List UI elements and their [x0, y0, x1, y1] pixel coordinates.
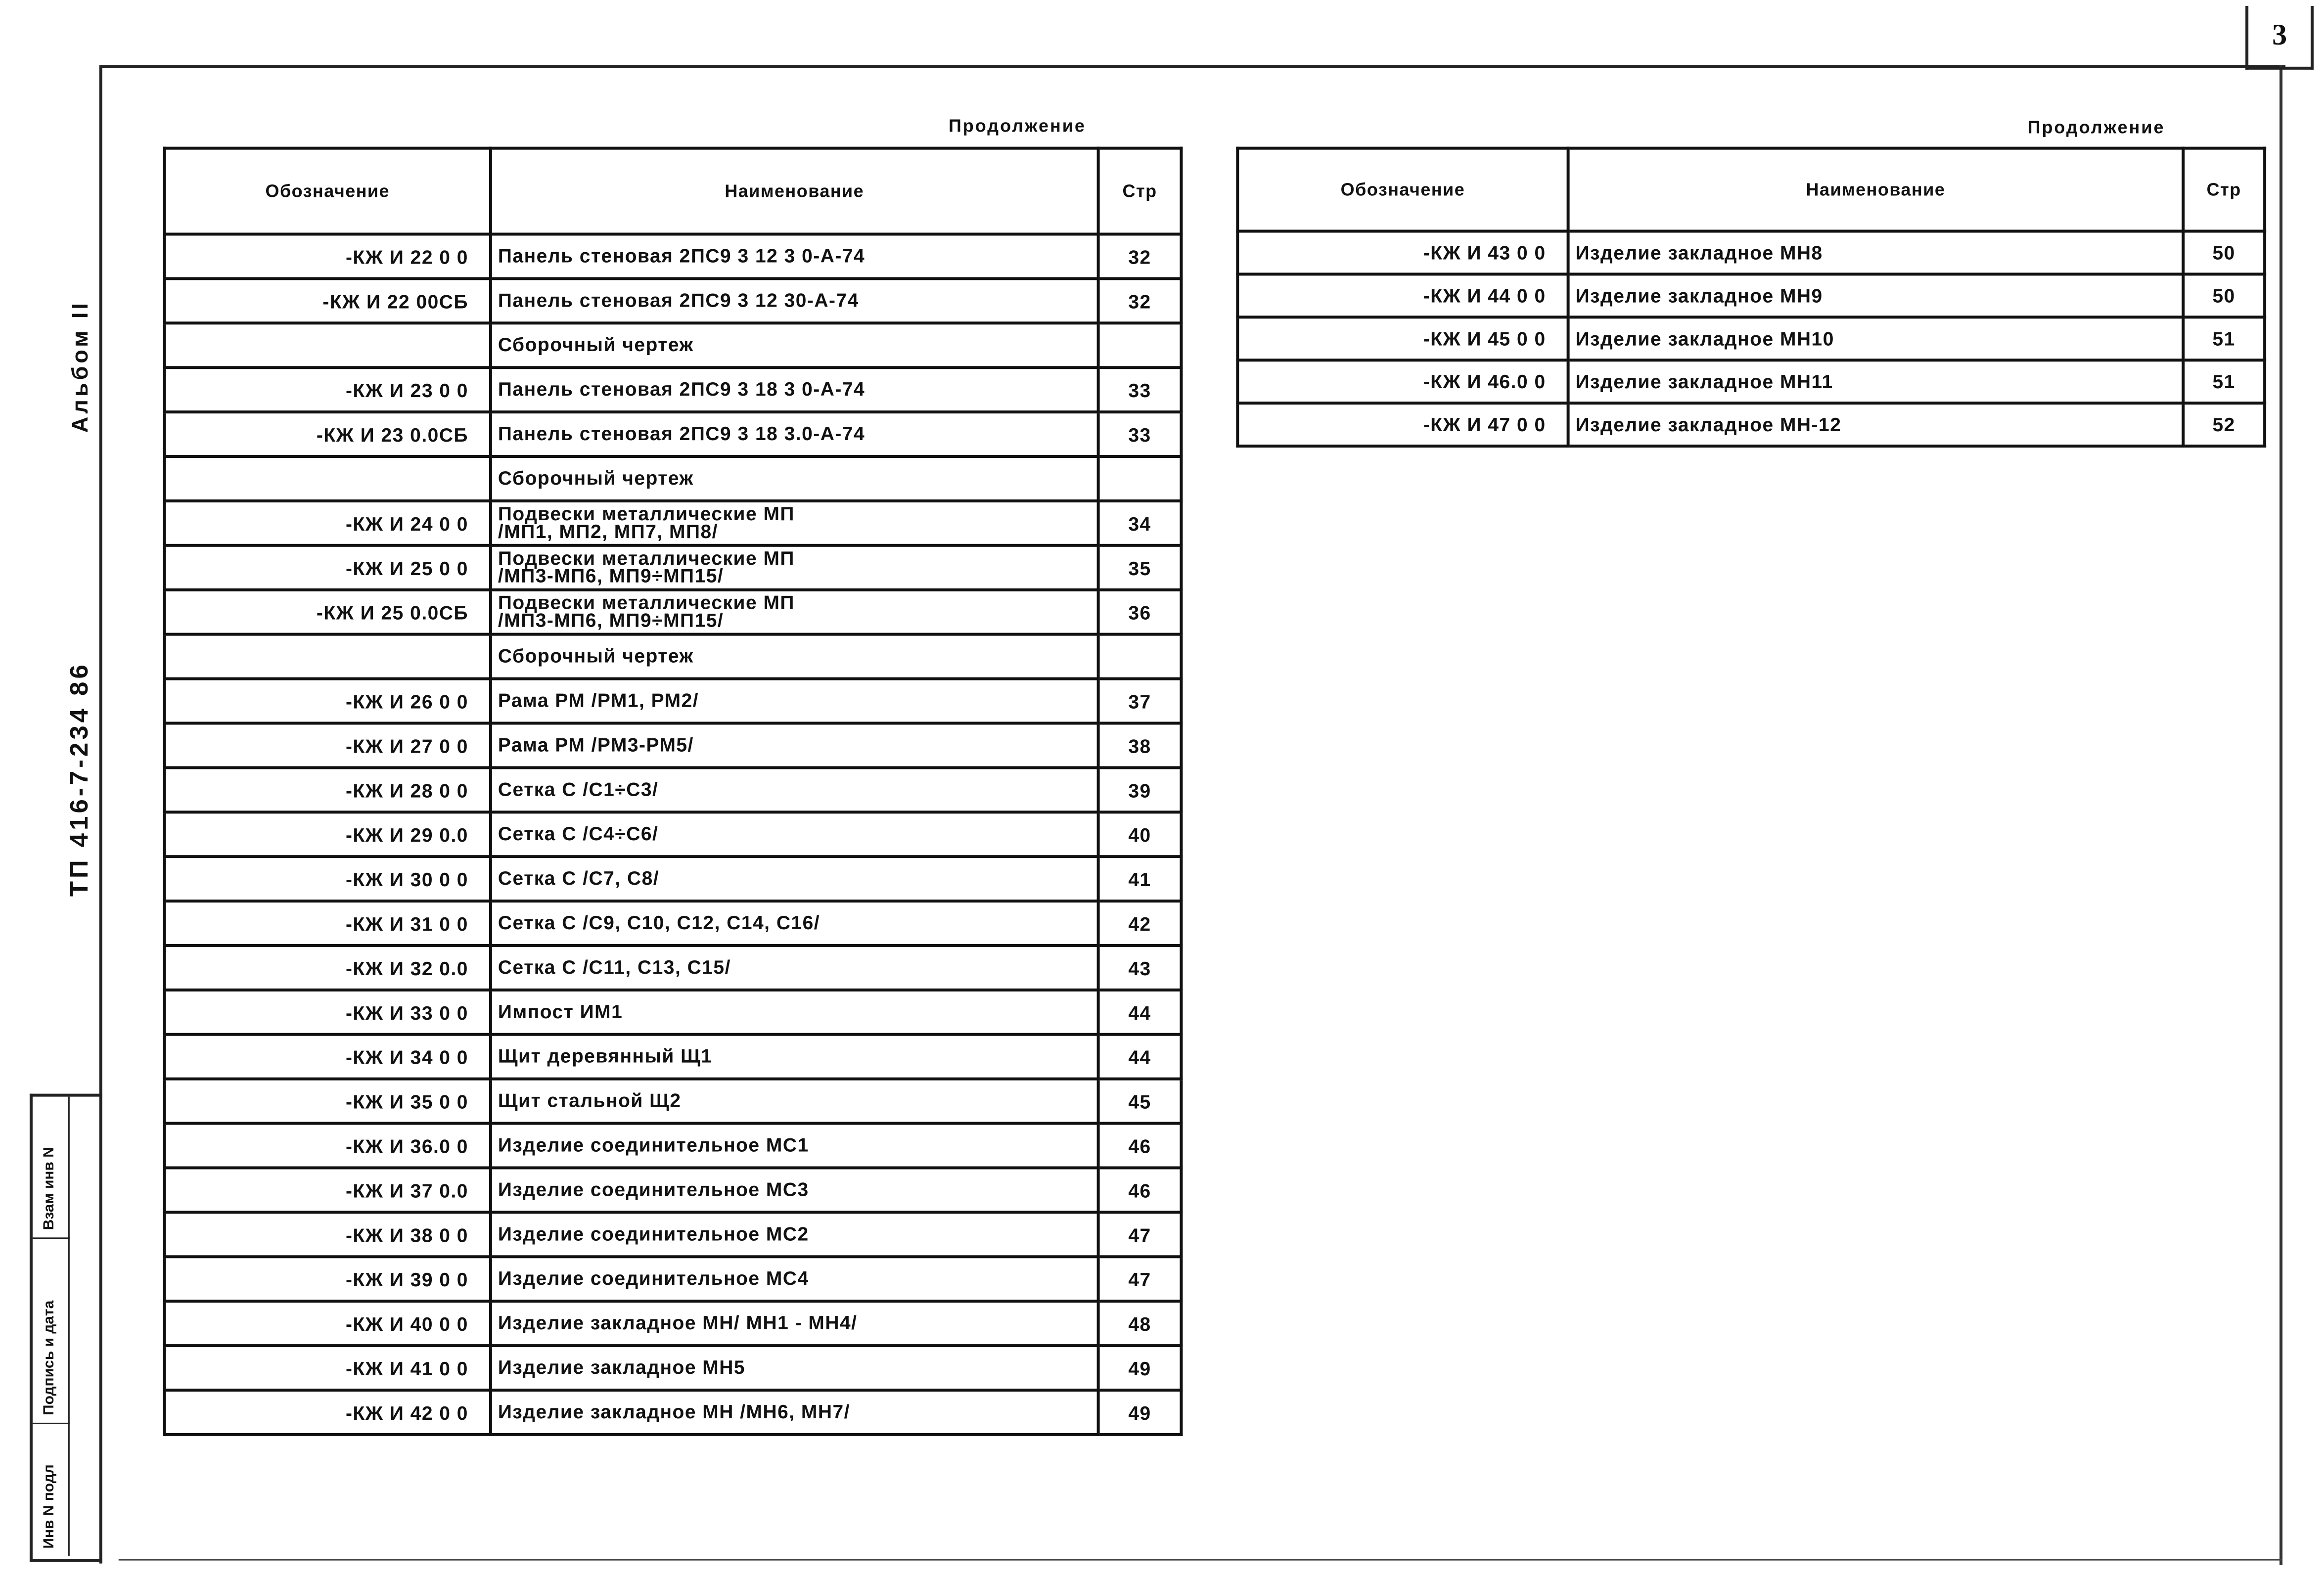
page-cell: 32	[1098, 278, 1182, 323]
frame-top-border	[99, 65, 2285, 68]
name-cell: Изделие закладное МН10	[1568, 317, 2184, 360]
table-row	[165, 1390, 1182, 1435]
header-page: Стр	[2183, 148, 2265, 231]
designation-cell: -КЖ И 30 0 0	[165, 857, 491, 901]
designation-cell: -КЖ И 46.0 0	[1237, 360, 1568, 403]
table-row	[1237, 403, 2265, 446]
name-cell: Сетка С /С9, С10, С12, С14, С16/	[491, 901, 1098, 946]
designation-cell: -КЖ И 43 0 0	[1237, 231, 1568, 274]
designation-cell: -КЖ И 32 0.0	[165, 946, 491, 990]
name-cell: Изделие закладное МН /МН6, МН7/	[491, 1390, 1098, 1435]
designation-cell	[165, 634, 491, 679]
page-cell: 50	[2183, 231, 2265, 274]
album-label: Альбом II	[68, 300, 93, 433]
page-cell: 41	[1098, 857, 1182, 901]
table-row	[165, 412, 1182, 456]
table-row	[165, 367, 1182, 412]
designation-cell: -КЖ И 25 0.0СБ	[165, 590, 491, 634]
table-row	[1237, 360, 2265, 403]
designation-cell: -КЖ И 28 0 0	[165, 767, 491, 812]
name-cell: Сетка С /С7, С8/	[491, 857, 1098, 901]
name-cell: Изделие соединительное МС3	[491, 1168, 1098, 1212]
table-row	[165, 501, 1182, 545]
table-row	[165, 990, 1182, 1035]
name-cell: Щит стальной Щ2	[491, 1079, 1098, 1124]
page-cell: 36	[1098, 590, 1182, 634]
page-cell: 45	[1098, 1079, 1182, 1124]
page-cell: 32	[1098, 234, 1182, 278]
name-cell: Подвески металлические МП /МП1, МП2, МП7, МП8/	[491, 501, 1098, 545]
name-cell: Сетка С /С4÷С6/	[491, 812, 1098, 857]
designation-cell: -КЖ И 22 00СБ	[165, 278, 491, 323]
table-row	[165, 723, 1182, 767]
frame-bottom-border	[119, 1559, 2282, 1561]
right-table-caption: Продолжение	[2027, 117, 2165, 138]
table-row	[165, 278, 1182, 323]
designation-cell: -КЖ И 39 0 0	[165, 1257, 491, 1301]
name-cell: Изделие закладное МН/ МН1 - МН4/	[491, 1301, 1098, 1346]
page-cell: 37	[1098, 679, 1182, 723]
name-cell: Подвески металлические МП /МП3-МП6, МП9÷МП15/	[491, 545, 1098, 590]
page-cell: 50	[2183, 274, 2265, 317]
page-cell: 38	[1098, 723, 1182, 767]
designation-cell: -КЖ И 26 0 0	[165, 679, 491, 723]
stamp-label: Взам инв N	[41, 1147, 58, 1230]
page-cell: 35	[1098, 545, 1182, 590]
designation-cell	[165, 456, 491, 501]
table-row	[165, 679, 1182, 723]
name-cell: Изделие закладное МН-12	[1568, 403, 2184, 446]
name-cell: Панель стеновая 2ПС9 3 18 3.0-А-74	[491, 412, 1098, 456]
table-row	[165, 1346, 1182, 1390]
name-cell: Изделие закладное МН9	[1568, 274, 2184, 317]
name-cell: Изделие закладное МН8	[1568, 231, 2184, 274]
name-cell: Изделие закладное МН11	[1568, 360, 2184, 403]
designation-cell: -КЖ И 41 0 0	[165, 1346, 491, 1390]
name-cell: Сетка С /С1÷С3/	[491, 767, 1098, 812]
page-cell	[1098, 456, 1182, 501]
name-cell: Изделие закладное МН5	[491, 1346, 1098, 1390]
table-row	[165, 1079, 1182, 1124]
designation-cell: -КЖ И 23 0 0	[165, 367, 491, 412]
name-cell: Рама РМ /РМ3-РМ5/	[491, 723, 1098, 767]
designation-cell: -КЖ И 47 0 0	[1237, 403, 1568, 446]
header-designation: Обозначение	[165, 148, 491, 234]
designation-cell: -КЖ И 37 0.0	[165, 1168, 491, 1212]
project-code: ТП 416-7-234 86	[65, 662, 93, 897]
name-cell: Сборочный чертеж	[491, 634, 1098, 679]
name-cell: Панель стеновая 2ПС9 3 18 3 0-А-74	[491, 367, 1098, 412]
frame-right-border	[2279, 65, 2282, 1565]
name-cell: Панель стеновая 2ПС9 3 12 3 0-А-74	[491, 234, 1098, 278]
designation-cell: -КЖ И 36.0 0	[165, 1124, 491, 1168]
name-cell: Щит деревянный Щ1	[491, 1035, 1098, 1079]
name-cell: Изделие соединительное МС2	[491, 1212, 1098, 1257]
header-page: Стр	[1098, 148, 1182, 234]
name-cell: Сетка С /С11, С13, С15/	[491, 946, 1098, 990]
designation-cell: -КЖ И 38 0 0	[165, 1212, 491, 1257]
table-row	[165, 545, 1182, 590]
table-row	[165, 1168, 1182, 1212]
page-cell: 48	[1098, 1301, 1182, 1346]
table-row	[165, 634, 1182, 679]
designation-cell: -КЖ И 31 0 0	[165, 901, 491, 946]
name-cell: Панель стеновая 2ПС9 3 12 30-А-74	[491, 278, 1098, 323]
page-cell: 51	[2183, 360, 2265, 403]
page-cell: 51	[2183, 317, 2265, 360]
name-cell: Подвески металлические МП /МП3-МП6, МП9÷МП15/	[491, 590, 1098, 634]
designation-cell: -КЖ И 23 0.0СБ	[165, 412, 491, 456]
right-table	[1236, 147, 2266, 448]
name-cell: Изделие соединительное МС1	[491, 1124, 1098, 1168]
table-row	[165, 1035, 1182, 1079]
table-row	[165, 1301, 1182, 1346]
stamp-label: Подпись и дата	[41, 1300, 58, 1415]
designation-cell: -КЖ И 44 0 0	[1237, 274, 1568, 317]
page-cell: 49	[1098, 1346, 1182, 1390]
designation-cell	[165, 323, 491, 367]
page-cell: 40	[1098, 812, 1182, 857]
name-cell: Рама РМ /РМ1, РМ2/	[491, 679, 1098, 723]
table-row	[165, 812, 1182, 857]
header-designation: Обозначение	[1237, 148, 1568, 231]
designation-cell: -КЖ И 35 0 0	[165, 1079, 491, 1124]
page-cell	[1098, 634, 1182, 679]
page-cell: 46	[1098, 1124, 1182, 1168]
header-name: Наименование	[491, 148, 1098, 234]
table-row	[165, 234, 1182, 278]
name-cell: Импост ИМ1	[491, 990, 1098, 1035]
table-row	[165, 1212, 1182, 1257]
name-cell: Сборочный чертеж	[491, 323, 1098, 367]
name-cell: Изделие соединительное МС4	[491, 1257, 1098, 1301]
page-cell: 43	[1098, 946, 1182, 990]
page-cell: 47	[1098, 1257, 1182, 1301]
designation-cell: -КЖ И 25 0 0	[165, 545, 491, 590]
page-cell: 46	[1098, 1168, 1182, 1212]
page-cell: 39	[1098, 767, 1182, 812]
designation-cell: -КЖ И 45 0 0	[1237, 317, 1568, 360]
page-number: 3	[2245, 6, 2314, 70]
designation-cell: -КЖ И 29 0.0	[165, 812, 491, 857]
page-cell: 52	[2183, 403, 2265, 446]
stamp-label: Инв N подл	[41, 1464, 58, 1549]
designation-cell: -КЖ И 24 0 0	[165, 501, 491, 545]
table-row	[1237, 274, 2265, 317]
table-row	[165, 323, 1182, 367]
table-row	[1237, 231, 2265, 274]
left-table-caption: Продолжение	[948, 115, 1086, 136]
designation-cell: -КЖ И 42 0 0	[165, 1390, 491, 1435]
page-cell	[1098, 323, 1182, 367]
page-cell: 33	[1098, 412, 1182, 456]
designation-cell: -КЖ И 22 0 0	[165, 234, 491, 278]
table-row	[165, 857, 1182, 901]
page-cell: 34	[1098, 501, 1182, 545]
page-cell: 49	[1098, 1390, 1182, 1435]
side-stamp	[30, 1094, 102, 1562]
page-cell: 47	[1098, 1212, 1182, 1257]
name-cell: Сборочный чертеж	[491, 456, 1098, 501]
table-row	[165, 767, 1182, 812]
page-cell: 44	[1098, 990, 1182, 1035]
header-name: Наименование	[1568, 148, 2184, 231]
table-row	[1237, 317, 2265, 360]
designation-cell: -КЖ И 34 0 0	[165, 1035, 491, 1079]
table-row	[165, 946, 1182, 990]
page-cell: 42	[1098, 901, 1182, 946]
page-cell: 33	[1098, 367, 1182, 412]
table-row	[165, 901, 1182, 946]
designation-cell: -КЖ И 40 0 0	[165, 1301, 491, 1346]
table-row	[165, 456, 1182, 501]
left-table	[163, 147, 1183, 1436]
table-row	[165, 1257, 1182, 1301]
designation-cell: -КЖ И 27 0 0	[165, 723, 491, 767]
table-row	[165, 590, 1182, 634]
designation-cell: -КЖ И 33 0 0	[165, 990, 491, 1035]
table-row	[165, 1124, 1182, 1168]
page-cell: 44	[1098, 1035, 1182, 1079]
